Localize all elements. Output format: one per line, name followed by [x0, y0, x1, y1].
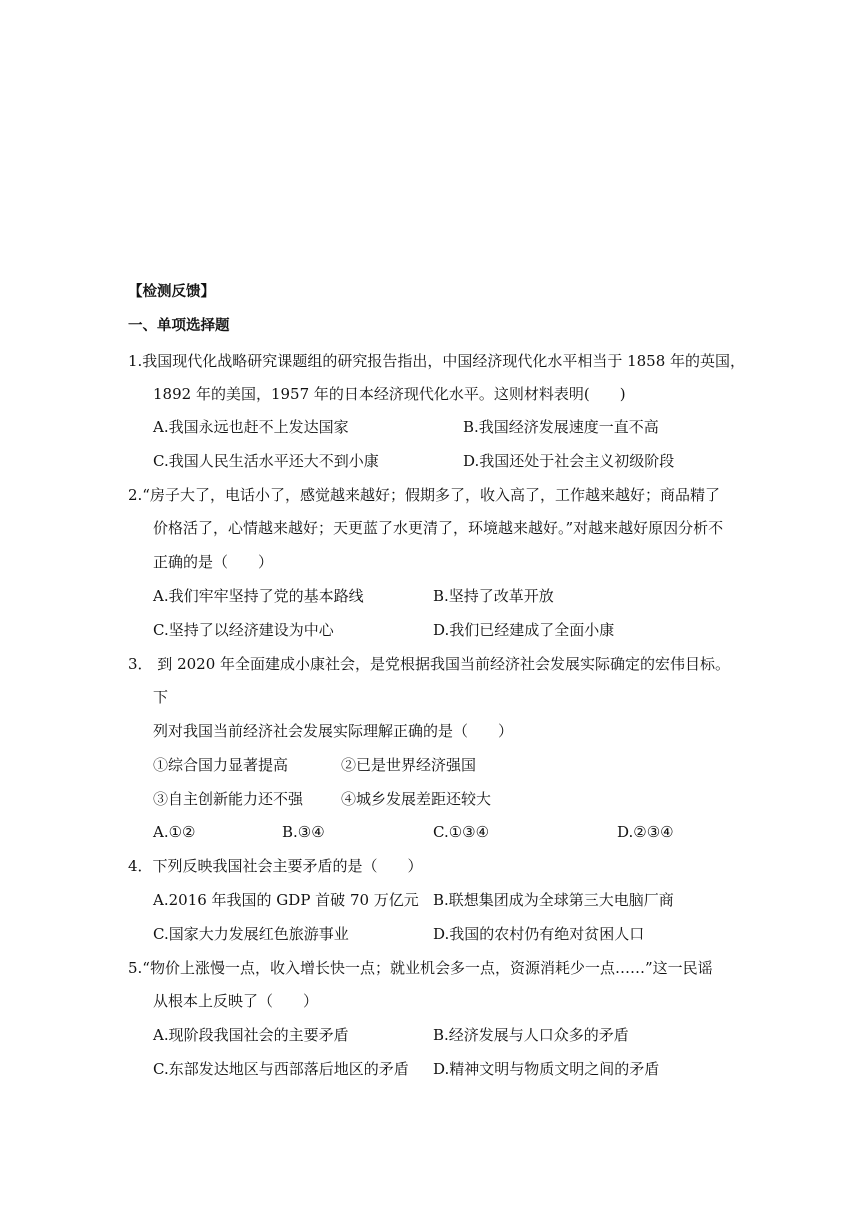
- question-text: 列对我国当前经济社会发展实际理解正确的是（ ）: [153, 722, 514, 740]
- section-heading: 【检测反馈】: [128, 284, 215, 300]
- option-c: C.东部发达地区与西部落后地区的矛盾: [153, 1060, 409, 1078]
- option-b: B.经济发展与人口众多的矛盾: [433, 1026, 629, 1044]
- option-a: A.现阶段我国社会的主要矛盾: [153, 1026, 349, 1044]
- question-text: 1.我国现代化战略研究课题组的研究报告指出，中国经济现代化水平相当于 1858 年的英国，: [128, 352, 746, 370]
- option-b: B.联想集团成为全球第三大电脑厂商: [433, 891, 674, 909]
- option-a: A.我国永远也赶不上发达国家: [153, 418, 349, 436]
- option-b: B.坚持了改革开放: [433, 587, 554, 605]
- option-d: D.我国的农村仍有绝对贫困人口: [433, 925, 645, 943]
- option-b: B.我国经济发展速度一直不高: [463, 418, 659, 436]
- option-d: D.我们已经建成了全面小康: [433, 621, 615, 639]
- question-text: 3． 到 2020 年全面建成小康社会，是党根据我国当前经济社会发展实际确定的宏伟目标。: [128, 655, 731, 673]
- statement-1: ①综合国力显著提高: [153, 756, 289, 774]
- question-text: 1892 年的美国，1957 年的日本经济现代化水平。这则材料表明( ): [153, 385, 626, 403]
- option-d: D.②③④: [617, 823, 674, 841]
- statement-2: ②已是世界经济强国: [341, 756, 477, 774]
- question-text: 价格活了，心情越来越好；天更蓝了水更清了，环境越来越好。”对越来越好原因分析不: [153, 519, 724, 537]
- statement-3: ③自主创新能力还不强: [153, 790, 304, 808]
- option-c: C.坚持了以经济建设为中心: [153, 621, 334, 639]
- option-a: A.2016 年我国的 GDP 首破 70 万亿元: [153, 891, 419, 909]
- question-text: 下: [153, 688, 169, 706]
- option-d: D.我国还处于社会主义初级阶段: [463, 452, 675, 470]
- question-text: 2.“房子大了，电话小了，感觉越来越好；假期多了，收入高了，工作越来越好；商品精了: [128, 486, 720, 504]
- option-a: A.①②: [153, 823, 196, 841]
- option-b: B.③④: [282, 823, 325, 841]
- question-text: 4．下列反映我国社会主要矛盾的是（ ）: [128, 857, 423, 875]
- part-heading: 一、单项选择题: [128, 318, 230, 334]
- statement-4: ④城乡发展差距还较大: [341, 790, 492, 808]
- option-c: C.我国人民生活水平还大不到小康: [153, 452, 379, 470]
- option-c: C.①③④: [433, 823, 490, 841]
- option-d: D.精神文明与物质文明之间的矛盾: [433, 1060, 660, 1078]
- question-text: 5.“物价上涨慢一点，收入增长快一点；就业机会多一点，资源消耗少一点……”这一民谣: [128, 959, 713, 977]
- question-text: 从根本上反映了（ ）: [153, 992, 319, 1010]
- question-text: 正确的是（ ）: [153, 553, 274, 571]
- option-c: C.国家大力发展红色旅游事业: [153, 925, 349, 943]
- option-a: A.我们牢牢坚持了党的基本路线: [153, 587, 364, 605]
